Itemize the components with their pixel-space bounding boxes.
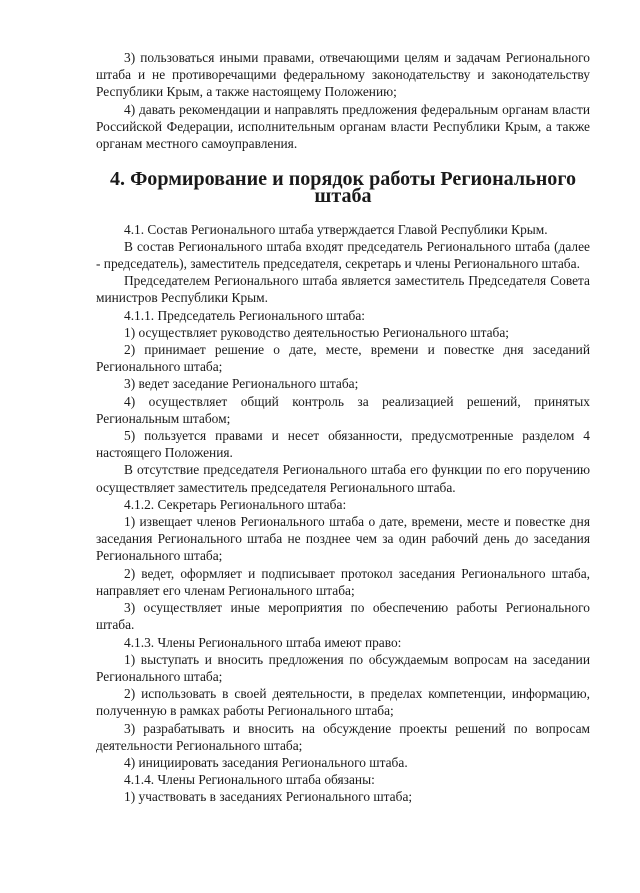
- paragraph: 1) извещает членов Регионального штаба о дате, времени, месте и повестке дня заседания Регионального штаба не позднее чем за один рабочий день до заседания Регионального штаба;: [96, 514, 590, 564]
- paragraph: 4) инициировать заседания Регионального штаба.: [124, 754, 408, 770]
- paragraph: 3) разрабатывать и вносить на обсуждение проекты решений по вопросам деятельности Регионального штаба;: [96, 720, 590, 753]
- paragraph: 4.1.1. Председатель Регионального штаба:: [124, 307, 366, 323]
- paragraph: 2) принимает решение о дате, месте, времени и повестке дня заседаний Регионального штаба;: [96, 342, 590, 375]
- paragraph: 4.1.3. Члены Регионального штаба имеют право:: [124, 634, 402, 650]
- paragraph: 1) участвовать в заседаниях Регионального штаба;: [124, 789, 413, 805]
- paragraph: 4) давать рекомендации и направлять предложения федеральным органам власти Российской Федерации, исполнительным органам власти Республики Крым, а также органам местного самоуправления.: [96, 101, 590, 152]
- paragraph: 4.1.2. Секретарь Регионального штаба:: [124, 496, 347, 512]
- paragraph: 1) выступать и вносить предложения по обсуждаемым вопросам на заседании Регионального штаба;: [96, 651, 590, 684]
- paragraph: В отсутствие председателя Регионального штаба его функции по его поручению осуществляет заместитель председателя Регионального штаба.: [96, 462, 590, 495]
- paragraph: В состав Регионального штаба входят председатель Регионального штаба (далее - председатель), заместитель председателя, секретарь и члены Регионального штаба.: [96, 238, 590, 272]
- section-heading: 4. Формирование и порядок работы Регионального штаба: [109, 168, 576, 208]
- section-3-rights-continuation: [96, 49, 590, 152]
- paragraph: 3) пользоваться иными правами, отвечающими целям и задачам Регионального штаба и не противоречащими федеральному законодательству и законодательству Республики Крым, а также настоящему Положению;: [96, 50, 590, 100]
- paragraph: 2) ведет, оформляет и подписывает протокол заседания Регионального штаба, направляет его членам Регионального штаба;: [96, 565, 590, 598]
- paragraph: Председателем Регионального штаба является заместитель Председателя Совета министров Республики Крым.: [96, 273, 590, 306]
- paragraph: 4.1.4. Члены Регионального штаба обязаны:: [124, 772, 375, 788]
- paragraph: 3) осуществляет иные мероприятия по обеспечению работы Регионального штаба.: [96, 600, 590, 633]
- paragraph: 5) пользуется правами и несет обязанности, предусмотренные разделом 4 настоящего Положения.: [96, 428, 590, 461]
- paragraph: 4) осуществляет общий контроль за реализацией решений, принятых Региональным штабом;: [96, 393, 590, 426]
- paragraph: 2) использовать в своей деятельности, в пределах компетенции, информацию, полученную в рамках работы Регионального штаба;: [96, 686, 590, 719]
- paragraph: 1) осуществляет руководство деятельностью Регионального штаба;: [124, 324, 510, 340]
- section-4-body: [96, 221, 590, 806]
- paragraph: 4.1. Состав Регионального штаба утверждается Главой Республики Крым.: [124, 221, 548, 237]
- paragraph: 3) ведет заседание Регионального штаба;: [124, 376, 359, 392]
